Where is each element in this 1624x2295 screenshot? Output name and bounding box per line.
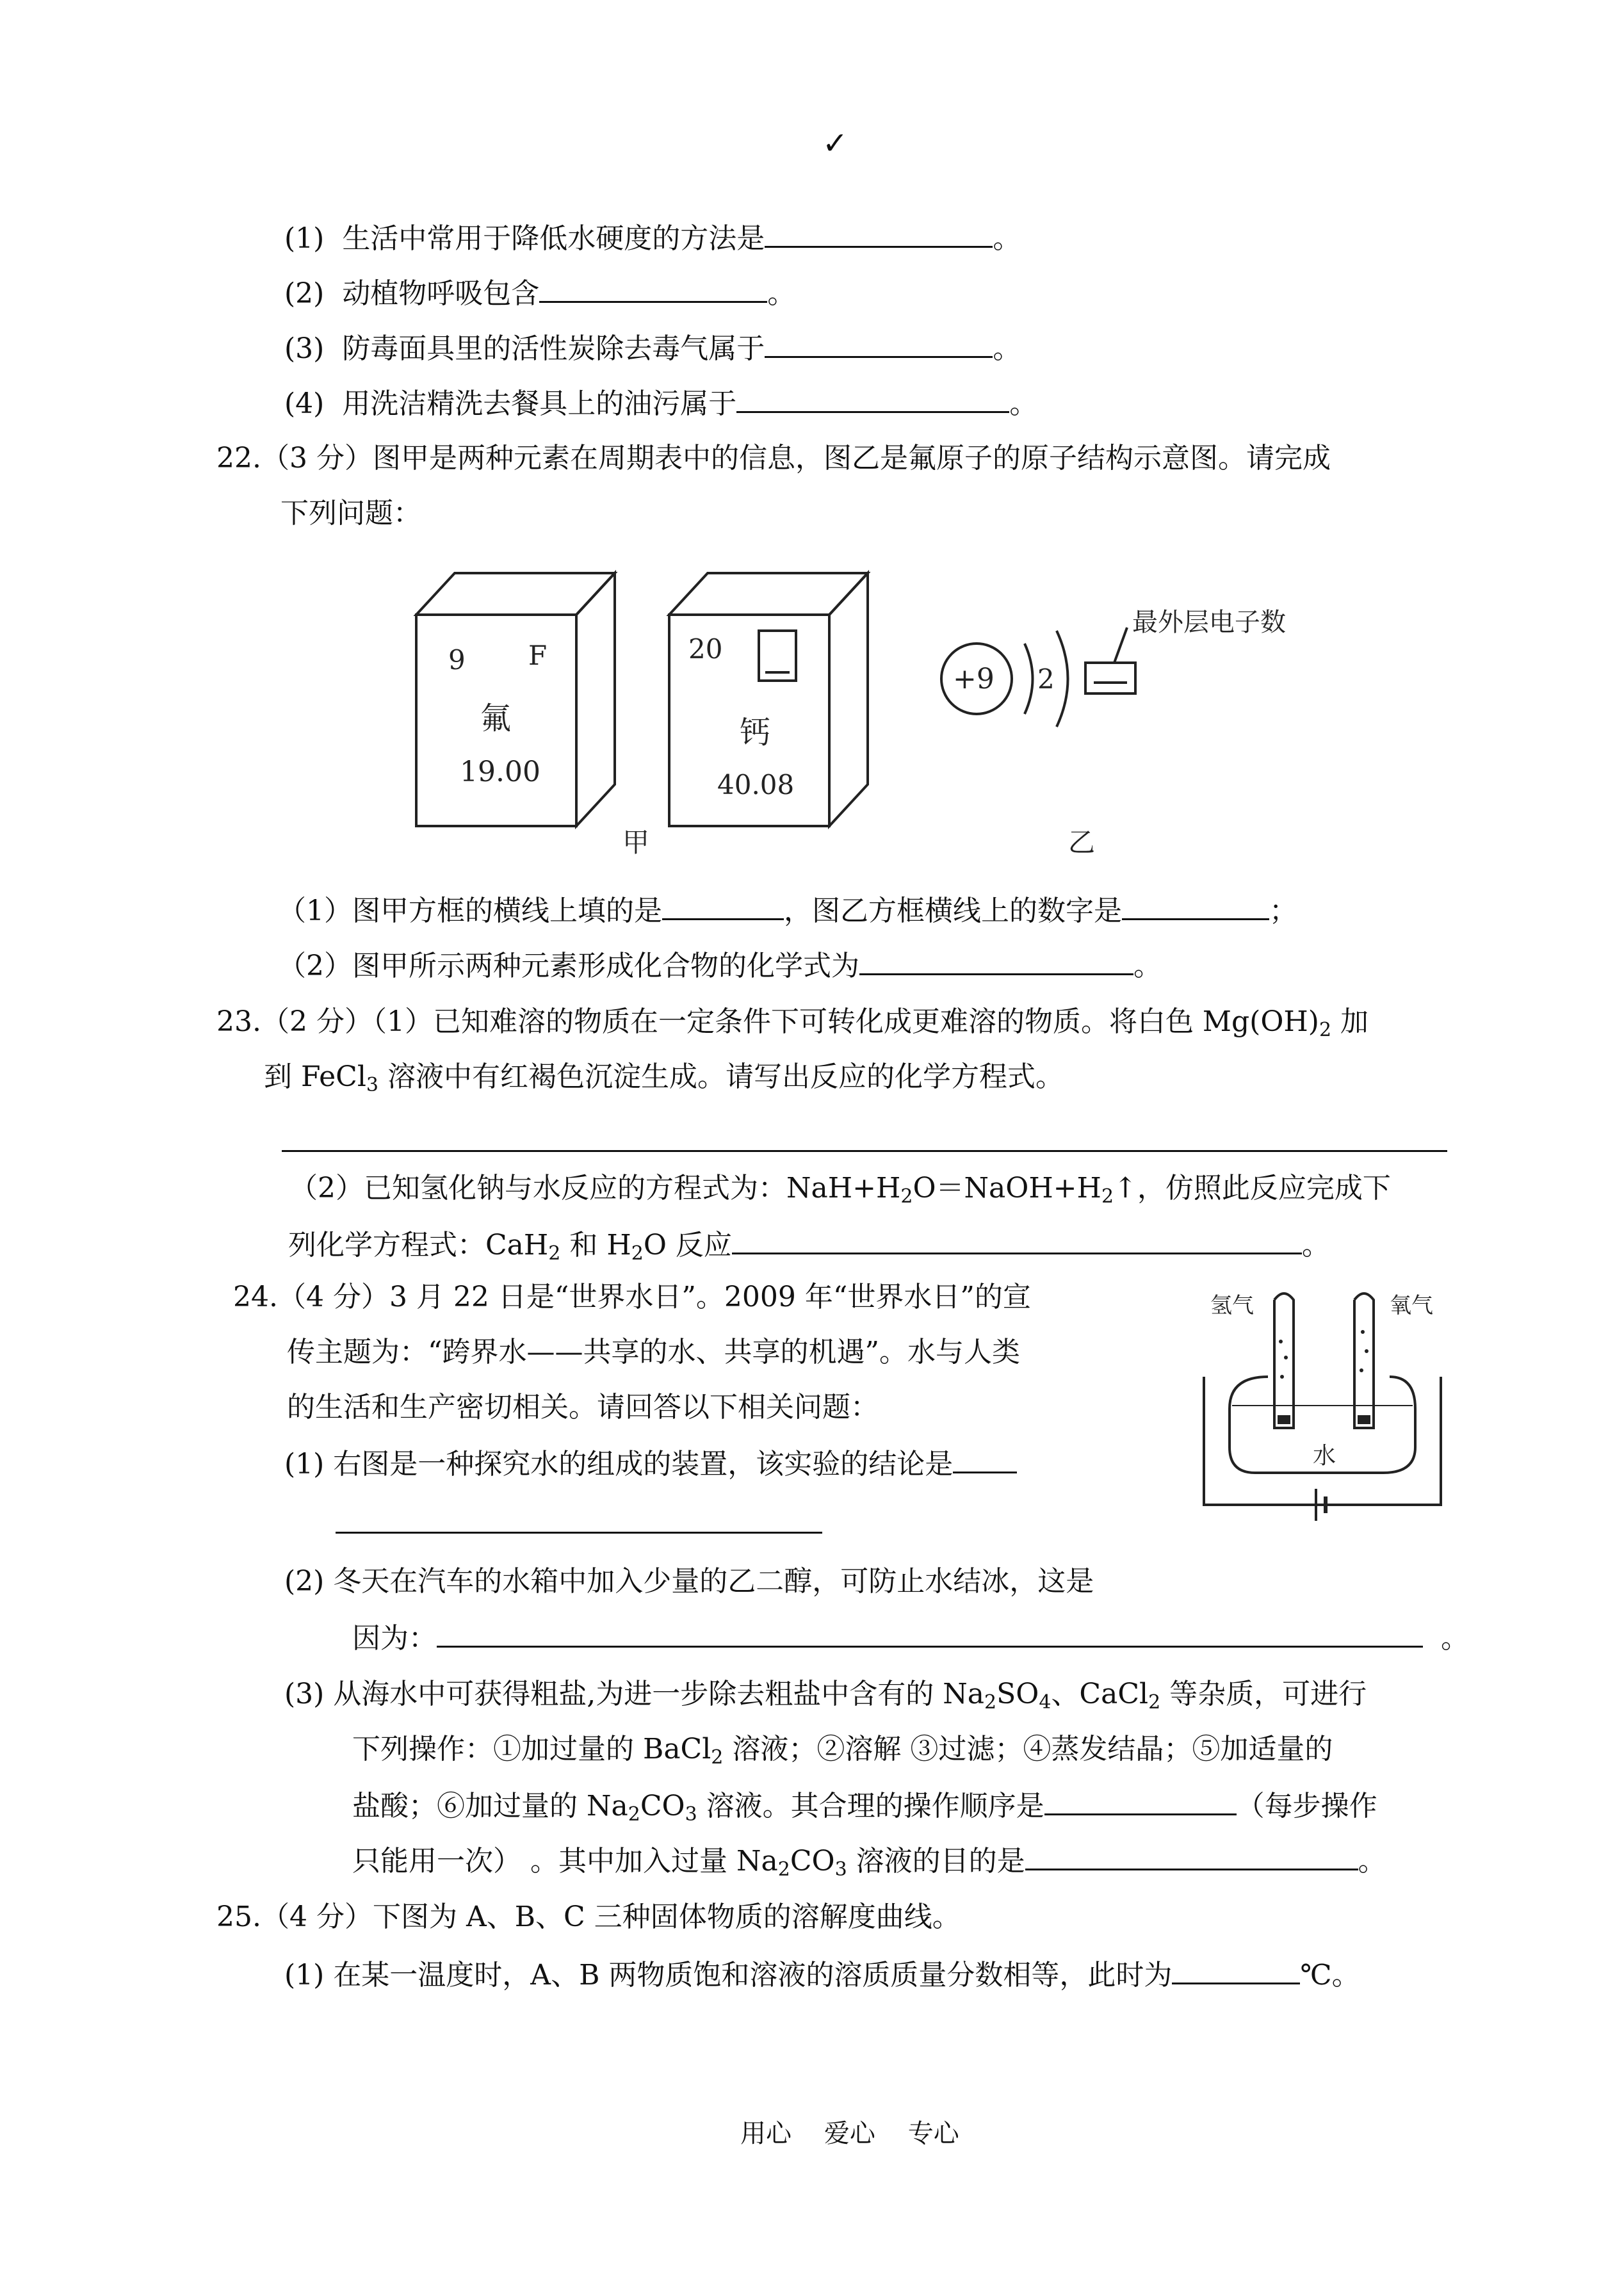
fluorine-name: 氟 (480, 701, 512, 736)
answer-blank[interactable] (732, 1224, 1302, 1254)
q22-sub-1 (278, 890, 1297, 930)
q21-item-4 (284, 383, 1037, 423)
q23-line-1-b: 加 (1331, 1005, 1369, 1038)
q24-sub-3-line-2 (352, 1730, 1333, 1769)
q23-sub-2-s1: 2 (900, 1185, 913, 1208)
q21-item-4-num: (4) (284, 387, 325, 420)
q22-sub-2-text-b: 。 (1133, 950, 1162, 982)
atom-label-outer-electrons: 最外层电子数 (1132, 608, 1286, 637)
electrolysis-apparatus (1198, 1281, 1466, 1537)
q24-s3-l3-d: （每步操作 (1236, 1790, 1377, 1822)
fluorine-symbol: F (528, 640, 548, 671)
q22-line-1: 22.（3 分）图甲是两种元素在周期表中的信息，图乙是氟原子的原子结构示意图。请完成 (216, 442, 1331, 474)
q24-s3-l4-c: 溶液的目的是 (847, 1845, 1025, 1877)
q24-sub-1-text: (1) 右图是一种探究水的组成的装置，该实验的结论是 (284, 1448, 954, 1480)
fluorine-mass: 19.00 (460, 756, 540, 788)
q23-sub-2-s2: 2 (1101, 1185, 1114, 1208)
q24-sub-2-line-2 (352, 1618, 1469, 1658)
q24-s3-l3-c: 溶液。其合理的操作顺序是 (697, 1790, 1044, 1822)
q24-s3-l4-s2: 3 (834, 1858, 847, 1881)
answer-blank[interactable] (953, 1443, 1017, 1473)
hydrogen-label: 氢气 (1210, 1293, 1254, 1318)
q23-sub-2-a: （2）已知氢化钠与水反应的方程式为：NaH+H (289, 1172, 901, 1204)
q21-item-1-text: 生活中常用于降低水硬度的方法是 (342, 222, 765, 255)
answer-blank[interactable] (859, 945, 1133, 975)
q21-item-3 (284, 328, 1021, 368)
fluorine-number: 9 (448, 644, 466, 676)
q22-sub-2 (278, 945, 1162, 985)
water-label: 水 (1313, 1443, 1336, 1469)
q23-line-1-a: 23.（2 分）（1）已知难溶的物质在一定条件下可转化成更难溶的物质。将白色 Mg(OH) (216, 1005, 1319, 1038)
q21-item-1 (284, 218, 1021, 258)
q21-item-2-num: (2) (284, 277, 325, 310)
q23-sub-2-c: ↑，仿照此反应完成下 (1114, 1172, 1391, 1204)
q21-item-3-num: (3) (284, 332, 325, 365)
q23-sub-2-l2-end: 。 (1301, 1229, 1330, 1261)
q24-s3-l1-c: 、CaCl (1051, 1678, 1149, 1710)
q24-s3-l2-b: 溶液；②溶解 ③过滤；④蒸发结晶；⑤加适量的 (723, 1733, 1333, 1765)
q24-s3-l1-s2: 4 (1039, 1691, 1052, 1714)
answer-blank[interactable] (1044, 1785, 1237, 1815)
q24-s3-l2-s: 2 (711, 1746, 724, 1769)
check-mark: ✓ (822, 126, 849, 161)
q21-item-2-text: 动植物呼吸包含 (342, 277, 540, 310)
q21-item-3-end: 。 (993, 332, 1021, 365)
q23-sub-2-b: O＝NaOH+H (913, 1172, 1101, 1204)
q23-line-1 (216, 1003, 1368, 1041)
q23-line-2-a: 到 FeCl (264, 1060, 366, 1093)
q21-item-2-end: 。 (767, 277, 796, 310)
q23-line-2-sub: 3 (366, 1074, 378, 1096)
q22-sub-1-text-c: ； (1269, 895, 1297, 927)
q22-line-2: 下列问题： (280, 497, 421, 530)
q24-s3-l1-d: 等杂质，可进行 (1160, 1678, 1367, 1710)
q24-s3-l1-s1: 2 (984, 1691, 997, 1714)
q23-sub-2-line-2 (288, 1224, 1330, 1265)
q24-sub-2-because: 因为： (352, 1622, 437, 1655)
q22-figure (384, 557, 1345, 864)
q25-sub-1-text: (1) 在某一温度时，A、B 两物质饱和溶液的溶质质量分数相等，此时为 (284, 1959, 1173, 1991)
q23-sub-2-l2-a: 列化学方程式：CaH (288, 1229, 549, 1261)
q25-line-1: 25.（4 分）下图为 A、B、C 三种固体物质的溶解度曲线。 (216, 1901, 961, 1933)
q24-s3-l2-a: 下列操作：①加过量的 BaCl (352, 1733, 711, 1765)
q24-s3-l4-end: 。 (1358, 1845, 1386, 1877)
answer-blank[interactable] (539, 273, 767, 303)
atom-shell-1-electrons: 2 (1037, 663, 1055, 695)
answer-blank[interactable] (765, 218, 993, 248)
q22-sub-1-text-b: ，图乙方框横线上的数字是 (784, 895, 1122, 927)
q23-answer-line[interactable] (282, 1150, 1447, 1152)
q24-sub-1 (284, 1443, 1017, 1484)
answer-blank[interactable] (437, 1618, 1423, 1648)
q23-line-2 (264, 1058, 1064, 1096)
q24-s3-l3-a: 盐酸；⑥加过量的 Na (352, 1790, 628, 1822)
q24-sub-2-end: 。 (1440, 1622, 1469, 1655)
figure-caption-jia: 甲 (622, 827, 650, 858)
answer-blank[interactable] (765, 328, 993, 358)
q25-sub-1-unit: ℃。 (1300, 1959, 1360, 1991)
q21-item-4-text: 用洗洁精洗去餐具上的油污属于 (342, 387, 737, 420)
q21-item-1-num: (1) (284, 222, 325, 255)
q24-sub-2-line-1: (2) 冬天在汽车的水箱中加入少量的乙二醇，可防止水结冰，这是 (284, 1565, 1094, 1598)
q24-line-2: 传主题为：“跨界水——共享的水、共享的机遇”。水与人类 (287, 1336, 1020, 1368)
q24-sub-3-line-4 (352, 1840, 1386, 1881)
q21-item-4-end: 。 (1009, 387, 1038, 420)
q24-s3-l4-a: 只能用一次） 。其中加入过量 Na (352, 1845, 778, 1877)
q24-s3-l4-b: CO (790, 1845, 835, 1877)
q24-line-3: 的生活和生产密切相关。请回答以下相关问题： (287, 1391, 879, 1423)
oxygen-label: 氧气 (1390, 1293, 1433, 1318)
q23-sub-2-l2-c: O 反应 (643, 1229, 732, 1261)
calcium-number: 20 (688, 633, 723, 665)
q23-line-2-b: 溶液中有红褐色沉淀生成。请写出反应的化学方程式。 (378, 1060, 1064, 1093)
answer-blank[interactable] (662, 890, 784, 920)
q24-s3-l4-s1: 2 (777, 1858, 790, 1881)
q23-sub-2-line-1 (289, 1169, 1391, 1208)
q24-s3-l3-s2: 3 (685, 1803, 697, 1826)
q24-s3-l1-s3: 2 (1148, 1691, 1161, 1714)
answer-blank[interactable] (1025, 1840, 1358, 1870)
answer-blank[interactable] (736, 383, 1009, 413)
q24-sub-3-line-1 (284, 1675, 1367, 1714)
answer-blank[interactable] (1122, 890, 1269, 920)
q23-sub-2-l2-s2: 2 (631, 1242, 644, 1265)
calcium-name: 钙 (740, 715, 771, 750)
q24-s3-l3-b: CO (640, 1790, 685, 1822)
q21-item-1-end: 。 (993, 222, 1021, 255)
q23-line-1-sub: 2 (1319, 1019, 1332, 1041)
q22-sub-2-text-a: （2）图甲所示两种元素形成化合物的化学式为 (278, 950, 859, 982)
q23-sub-2-l2-b: 和 H (560, 1229, 631, 1261)
page-footer: 用心 爱心 专心 (740, 2119, 959, 2148)
q24-sub-1-answer-line[interactable] (336, 1532, 822, 1534)
q24-s3-l3-s1: 2 (628, 1803, 640, 1826)
figure-caption-yi: 乙 (1068, 827, 1096, 858)
q24-line-1: 24.（4 分）3 月 22 日是“世界水日”。2009 年“世界水日”的宣 (233, 1281, 1031, 1313)
q22-sub-1-text-a: （1）图甲方框的横线上填的是 (278, 895, 662, 927)
calcium-mass: 40.08 (717, 769, 795, 800)
q24-s3-l1-a: (3) 从海水中可获得粗盐,为进一步除去粗盐中含有的 Na (284, 1678, 985, 1710)
q23-sub-2-l2-s: 2 (548, 1242, 561, 1265)
q25-sub-1 (284, 1954, 1360, 1995)
q24-s3-l1-b: SO (996, 1678, 1039, 1710)
q24-sub-3-line-3 (352, 1785, 1377, 1826)
answer-blank[interactable] (1172, 1954, 1300, 1984)
atom-nucleus-charge: +9 (953, 663, 995, 695)
q21-item-2 (284, 273, 795, 313)
q21-item-3-text: 防毒面具里的活性炭除去毒气属于 (342, 332, 765, 365)
